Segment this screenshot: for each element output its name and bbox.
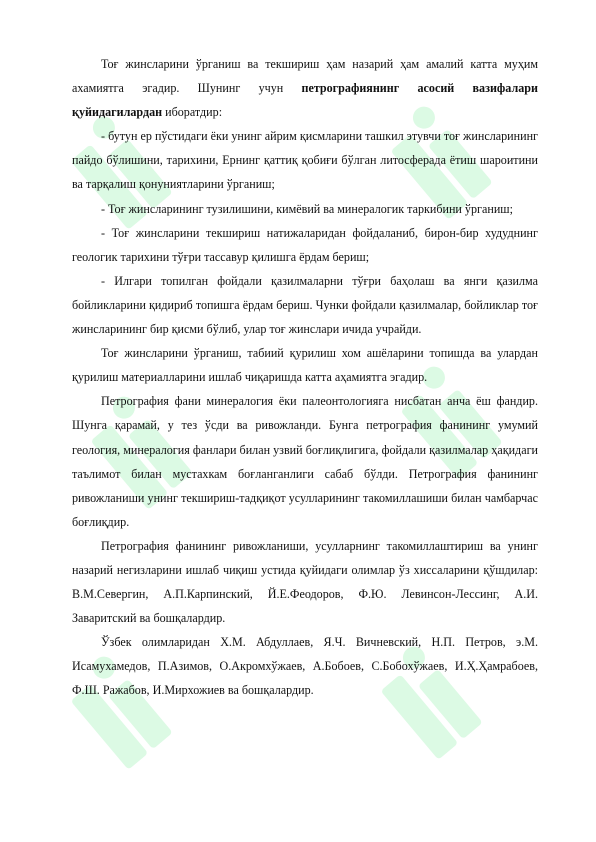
intro-text-end: иборатдир:	[162, 105, 223, 120]
paragraph-uzbek-scientists: Ўзбек олимларидан Х.М. Абдуллаев, Я.Ч. Вичневский, Н.П. Петров, э.М. Исамухамедов, П.Азимов, О.Акромхўжаев, А.Бобоев, С.Бобохўжаев, И.Ҳ.Ҳамрабоев, Ф.Ш. Ражабов, И.Мирхожиев ва бошқалардир.	[72, 635, 538, 698]
paragraph-scientists: Петрография фанининг ривожланиши, усулларнинг такомиллаштириш ва унинг назарий негизларини ишлаб чиқиш устида қуйидаги олимлар ўз хиссаларини қўшдилар: В.М.Севергин, А.П.Карпинский, Й.Е.Феодоров, Ф.Ю. Левинсон-Лессинг, А.И. Заваритский ва бошқалардир.	[72, 538, 538, 626]
paragraph-intro	[72, 52, 538, 124]
paragraph-building-materials: Тоғ жинсларини ўрганиш, табиий қурилиш хом ашёларини топишда ва улардан қурилиш материалларини ишлаб чиқаришда катта аҳамиятга эгадир.	[72, 346, 538, 385]
intro-bold-text: петрографиянинг асосий вазифалари қуйидагилардан	[72, 81, 538, 120]
intro-text: Тоғ жинсларини ўрганиш ва текшириш ҳам назарий ҳам амалий катта муҳим ахамиятга эгадир. Шунинг учун	[72, 57, 538, 96]
paragraph-list-item-2: - Тоғ жинсларининг тузилишини, кимёвий ва минералогик таркибини ўрганиш;	[101, 201, 513, 216]
document-body	[72, 52, 538, 703]
paragraph-history: Петрография фани минералогия ёки палеонтологияга нисбатан анча ёш фандир. Шунга қарамай, у тез ўсди ва ривожланди. Бунга петрография фанининг умумий геология, минералогия фанлари билан узвий боғлиқлигига, фойдали қазилмалар ҳақидаги таълимот билан мустахкам боғланганлиги сабаб бўлди. Петрография фанининг ривожланиши унинг текшириш-тадқиқот усулларининг такомиллашиши билан чамбарчас боғлиқдир.	[72, 394, 538, 529]
paragraph-list-item-1: - бутун ер пўстидаги ёки унинг айрим қисмларини ташкил этувчи тоғ жинсларининг пайдо бўлишини, тарихини, Ернинг қаттиқ қобиғи бўлган литосферада ётиш шароитини ва тарқалиш қонуниятларини ўрганиш;	[72, 129, 538, 192]
paragraph-list-item-3: - Тоғ жинсларини текшириш натижаларидан фойдаланиб, бирон-бир худуднинг геологик тарихини тўғри тассавур қилишга ёрдам бериш;	[72, 225, 538, 264]
paragraph-list-item-4: - Илгари топилган фойдали қазилмаларни тўғри баҳолаш ва янги қазилма бойликларини қидириб топишга ёрдам бериш. Чунки фойдали қазилмалар, бойликлар тоғ жинсларининг бир қисми бўлиб, улар тоғ жинслари ичида учрайди.	[72, 273, 538, 337]
